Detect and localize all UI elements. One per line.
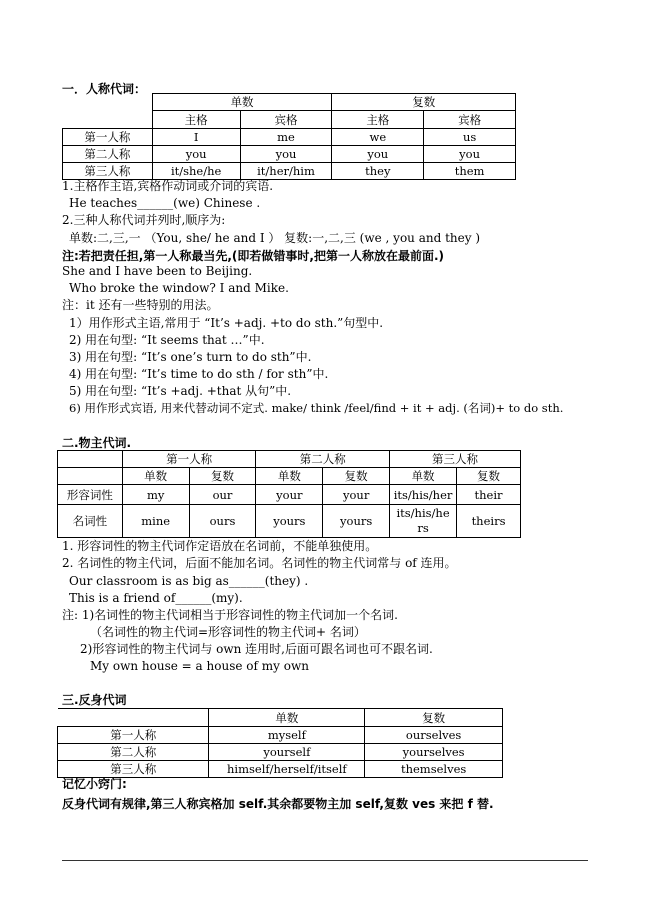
it-usage-item: 5) 用在句型: “It’s +adj. +that 从句”中. — [69, 384, 292, 398]
table-cell: yours — [323, 505, 390, 538]
section3-heading: 三.反身代词 — [62, 693, 127, 707]
it-usage-item: 4) 用在句型: “It’s time to do sth / for sth”中. — [69, 367, 329, 381]
row-label: 名词性 — [58, 505, 123, 538]
table-cell: they — [332, 163, 424, 180]
row-label: 第一人称 — [58, 727, 209, 744]
table-cell: our — [189, 485, 256, 505]
group-header: 第二人称 — [256, 451, 390, 468]
note-text: 注：it 还有一些特别的用法。 — [62, 298, 219, 312]
exercise-text: Our classroom is as big as______(they) . — [69, 574, 309, 588]
table-cell: themselves — [365, 761, 503, 778]
table-cell: yourselves — [365, 744, 503, 761]
rule-text: 2. 名词性的物主代词，后面不能加名词。名词性的物主代词常与 of 连用。 — [62, 556, 457, 570]
note-text: （名词性的物主代词=形容词性的物主代词+ 名词） — [90, 625, 366, 639]
table-cell: their — [457, 485, 521, 505]
it-usage-item: 3) 用在句型: “It’s one’s turn to do sth”中. — [69, 350, 312, 364]
group-header: 单数 — [209, 709, 365, 727]
number-header: 复数 — [189, 468, 256, 485]
row-label: 第二人称 — [58, 744, 209, 761]
table-cell: it/she/he — [152, 163, 240, 180]
it-usage-item: 1）用作形式主语,常用于 “It’s +adj. +to do sth.”句型中. — [69, 316, 384, 330]
exercise-text: This is a friend of______(my). — [69, 591, 243, 605]
footer-divider — [62, 860, 588, 861]
example-text: Who broke the window? I and Mike. — [69, 281, 289, 295]
table-cell: mine — [122, 505, 189, 538]
table-cell: you — [424, 146, 516, 163]
section2-heading: 二.物主代词. — [62, 436, 132, 450]
rule-text: 1.主格作主语,宾格作动词或介词的宾语. — [62, 179, 274, 193]
rule-text: 2.三种人称代词并列时,顺序为: — [62, 213, 226, 227]
table-cell: yourself — [209, 744, 365, 761]
number-header: 复数 — [457, 468, 521, 485]
table-cell: himself/herself/itself — [209, 761, 365, 778]
table-cell: ourselves — [365, 727, 503, 744]
note-text: 2)形容词性的物主代词与 own 连用时,后面可跟名词也可不跟名词. — [80, 642, 433, 656]
number-header: 单数 — [122, 468, 189, 485]
table-cell: us — [424, 129, 516, 146]
table-cell: it/her/him — [240, 163, 332, 180]
it-usage-item: 2) 用在句型: “It seems that …”中. — [69, 333, 265, 347]
section1-heading: 一．人称代词： — [62, 82, 147, 96]
table-row — [58, 505, 521, 538]
table-cell: its/his/hers — [390, 505, 457, 538]
group-header: 第一人称 — [122, 451, 256, 468]
memo-text: 反身代词有规律,第三人称宾格加 self.其余都要物主加 self,复数 ves 来把 f 替. — [62, 797, 494, 811]
table-cell: theirs — [457, 505, 521, 538]
table-row — [63, 146, 516, 163]
table-cell: its/his/her — [390, 485, 457, 505]
table-cell: my — [122, 485, 189, 505]
bold-note: 注:若把责任担,第一人称最当先,(即若做错事时,把第一人称放在最前面.) — [62, 249, 445, 263]
case-header: 宾格 — [240, 111, 332, 129]
table-cell: me — [240, 129, 332, 146]
note-text: 注: 1)名词性的物主代词相当于形容词性的物主代词加一个名词. — [62, 608, 398, 622]
group-header: 第三人称 — [390, 451, 521, 468]
table-cell: you — [240, 146, 332, 163]
exercise-text: He teaches______(we) Chinese . — [69, 196, 261, 210]
memo-title: 记忆小窍门: — [62, 777, 127, 791]
example-text: She and I have been to Beijing. — [62, 264, 253, 278]
table-row — [58, 744, 503, 761]
table-cell: I — [152, 129, 240, 146]
row-label: 形容词性 — [58, 485, 123, 505]
group-header: 复数 — [365, 709, 503, 727]
case-header: 主格 — [152, 111, 240, 129]
group-header: 单数 — [152, 94, 332, 111]
example-text: My own house = a house of my own — [90, 659, 309, 673]
rule-text: 1. 形容词性的物主代词作定语放在名词前，不能单独使用。 — [62, 539, 378, 553]
table-cell: yours — [256, 505, 323, 538]
corner-cell — [58, 451, 123, 468]
personal-pronoun-table — [62, 93, 516, 180]
row-label: 第三人称 — [63, 163, 153, 180]
number-header: 复数 — [323, 468, 390, 485]
table-cell: your — [256, 485, 323, 505]
table-cell: you — [332, 146, 424, 163]
table-cell: them — [424, 163, 516, 180]
corner-cell — [63, 94, 153, 111]
corner-cell — [58, 709, 209, 727]
order-text: 单数:二,三,一 （You, she/ he and I ） 复数:一,二,三 (we , you and they ) — [69, 231, 481, 245]
group-header: 复数 — [332, 94, 516, 111]
table-row — [63, 163, 516, 180]
table-row — [63, 129, 516, 146]
corner-cell — [58, 468, 123, 485]
row-label: 第三人称 — [58, 761, 209, 778]
case-header: 主格 — [332, 111, 424, 129]
it-usage-item: 6) 用作形式宾语, 用来代替动词不定式. make/ think /feel/find + it + adj. (名词)+ to do sth. — [69, 401, 564, 415]
case-header: 宾格 — [424, 111, 516, 129]
table-cell: your — [323, 485, 390, 505]
table-row — [58, 485, 521, 505]
corner-cell — [63, 111, 153, 129]
table-cell: myself — [209, 727, 365, 744]
number-header: 单数 — [256, 468, 323, 485]
table-cell: you — [152, 146, 240, 163]
reflexive-pronoun-table — [57, 708, 503, 778]
row-label: 第一人称 — [63, 129, 153, 146]
table-cell: ours — [189, 505, 256, 538]
possessive-pronoun-table — [57, 450, 521, 538]
table-cell: we — [332, 129, 424, 146]
table-row — [58, 727, 503, 744]
row-label: 第二人称 — [63, 146, 153, 163]
number-header: 单数 — [390, 468, 457, 485]
